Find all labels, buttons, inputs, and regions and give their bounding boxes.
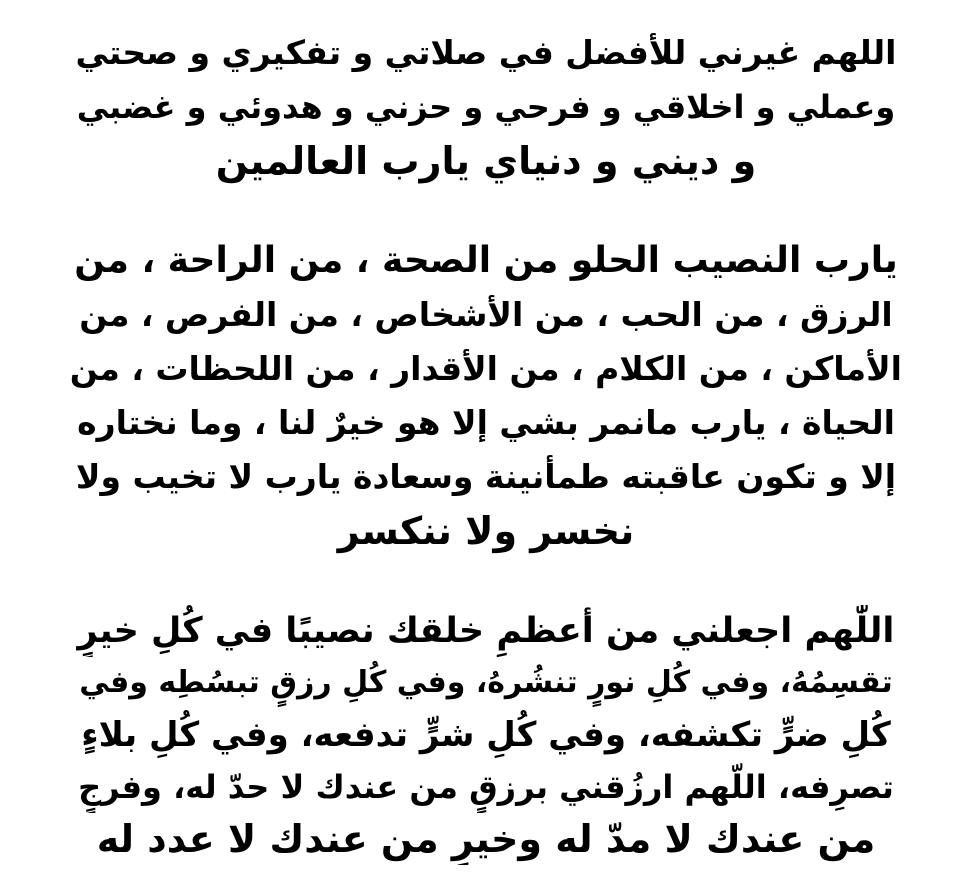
text-line: إلا و تكون عاقبته طمأنينة وسعادة يارب لا تخيب ولا (75, 457, 897, 496)
text-line: تصرِفه، اللّهم ارزُقني برزقٍ من عندك لا حدّ له، وفرجٍ (78, 768, 894, 806)
prayer-paragraph-1 (70, 26, 902, 188)
text-line: كُلِ ضرٍّ تكشفه، وفي كُلِ شرٍّ تدفعه، وفي كُلِ بلاءٍ (81, 715, 891, 755)
text-line: يارب النصيب الحلو من الصحة ، من الراحة ، من (74, 240, 898, 281)
text-line: نخسر ولا ننكسر (337, 509, 635, 553)
text-line: و ديني و دنياي يارب العالمين (215, 139, 757, 183)
text-line: اللّٰهم اجعلني من أعظمِ خلقك نصيبًا في كُلِ خيرٍ (77, 611, 895, 651)
text-line: وعملي و اخلاقي و فرحي و حزني و هدوئي و غضبي (76, 88, 896, 126)
text-line: الأماكن ، من الكلام ، من الأقدار ، من اللحظات ، من (70, 349, 902, 388)
text-line: تقسِمُهُ، وفي كُلِ نورٍ تنشُرهُ، وفي كُلِ رزقٍ تبسُطِه وفي (79, 665, 893, 700)
prayer-paragraph-2 (70, 234, 902, 558)
prayer-paragraph-3 (70, 605, 902, 865)
text-line: الرزق ، من الحب ، من الأشخاص ، من الفرص ، من (79, 295, 893, 334)
text-line: اللهم غيرني للأفضل في صلاتي و تفكيري و صحتي (75, 33, 897, 72)
text-line: الحياة ، يارب مانمر بشي إلا هو خيرٌ لنا ، وما نختاره (77, 403, 895, 442)
text-line: من عندك لا مدّ له وخيرٍ من عندك لا عدد له (96, 817, 876, 861)
